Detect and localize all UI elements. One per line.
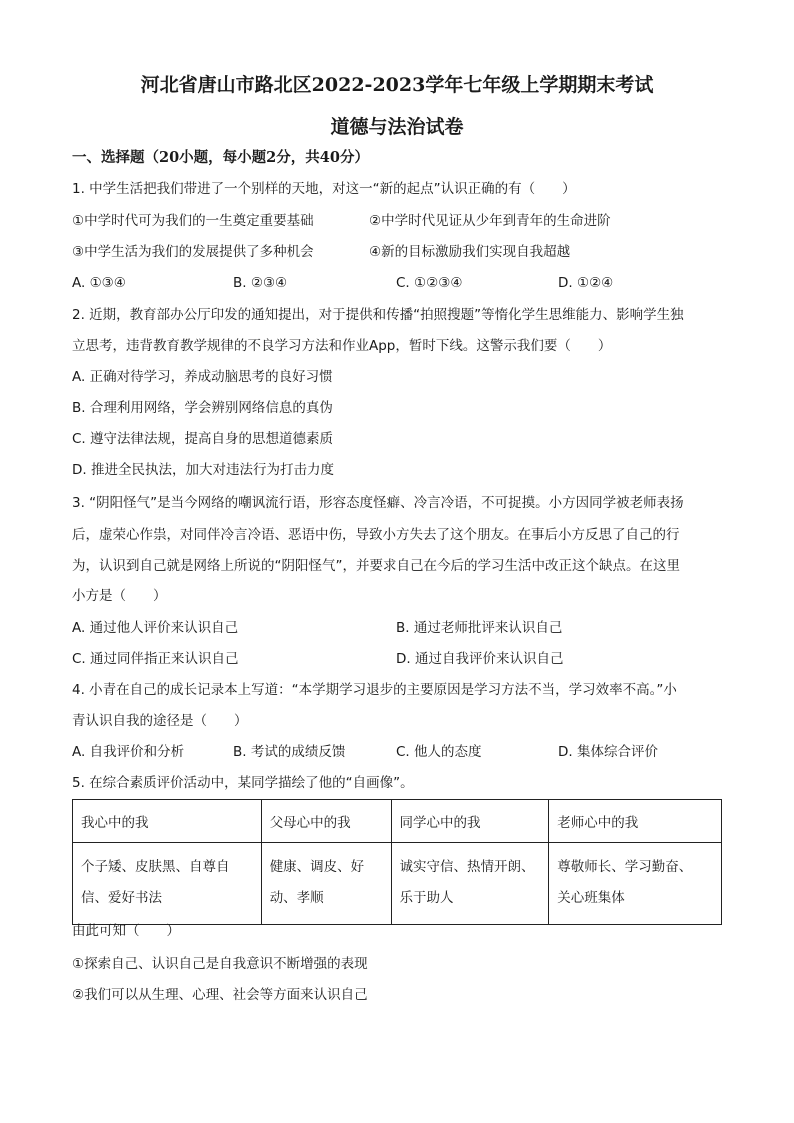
q1-option-a: A. ①③④	[72, 275, 126, 291]
question-4-stem: 4. 小青在自己的成长记录本上写道：“本学期学习退步的主要原因是学习方法不当，学习效率不高。”小	[72, 682, 677, 698]
q3-option-b: B. 通过老师批评来认识自己	[396, 620, 563, 636]
section-heading: 一、选择题（20小题，每小题2分，共40分）	[72, 149, 369, 166]
q1-option-b: B. ②③④	[233, 275, 288, 291]
q1-item: ③中学生活为我们的发展提供了多种机会	[72, 244, 314, 260]
q2-option-b: B. 合理利用网络，学会辨别网络信息的真伪	[72, 400, 333, 416]
table-cell: 健康、调皮、好 动、孝顺	[261, 843, 391, 925]
question-4-stem: 青认识自我的途径是（ ）	[72, 713, 248, 729]
q5-follow-up: 由此可知（ ）	[72, 923, 180, 939]
q1-item: ①中学时代可为我们的一生奠定重要基础	[72, 213, 314, 229]
q5-item: ①探索自己、认识自己是自我意识不断增强的表现	[72, 956, 368, 972]
q1-option-d: D. ①②④	[558, 275, 614, 291]
table-cell: 个子矮、皮肤黑、自尊自 信、爱好书法	[73, 843, 262, 925]
question-3-stem: 为，认识到自己就是网络上所说的“阴阳怪气”，并要求自己在今后的学习生活中改正这个缺点。在这里	[72, 558, 680, 574]
q4-option-b: B. 考试的成绩反馈	[233, 744, 346, 760]
q4-option-a: A. 自我评价和分析	[72, 744, 185, 760]
q2-option-d: D. 推进全民执法，加大对违法行为打击力度	[72, 462, 334, 478]
q3-option-a: A. 通过他人评价来认识自己	[72, 620, 239, 636]
question-1-stem: 1. 中学生活把我们带进了一个别样的天地，对这一“新的起点”认识正确的有（ ）	[72, 181, 576, 197]
q4-option-d: D. 集体综合评价	[558, 744, 658, 760]
self-portrait-table	[72, 799, 722, 925]
question-3-stem: 小方是（ ）	[72, 588, 167, 604]
q3-option-d: D. 通过自我评价来认识自己	[396, 651, 564, 667]
q2-option-a: A. 正确对待学习，养成动脑思考的良好习惯	[72, 369, 333, 385]
q1-item: ②中学时代见证从少年到青年的生命进阶	[369, 213, 611, 229]
table-cell: 诚实守信、热情开朗、 乐于助人	[391, 843, 549, 925]
question-3-stem: 3. “阴阳怪气”是当今网络的嘲讽流行语，形容态度怪癖、冷言冷语，不可捉摸。小方因同学被老师表扬	[72, 495, 684, 511]
table-cell: 尊敬师长、学习勤奋、 关心班集体	[549, 843, 722, 925]
table-header-cell: 我心中的我	[73, 800, 262, 843]
question-2-stem: 立思考，违背教育教学规律的不良学习方法和作业App，暂时下线。这警示我们要（ ）	[72, 338, 612, 354]
exam-title: 河北省唐山市路北区2022-2023学年七年级上学期期末考试	[140, 74, 654, 96]
table-header-cell: 老师心中的我	[549, 800, 722, 843]
table-header-cell: 父母心中的我	[261, 800, 391, 843]
q3-option-c: C. 通过同伴指正来认识自己	[72, 651, 239, 667]
q2-option-c: C. 遵守法律法规，提高自身的思想道德素质	[72, 431, 334, 447]
table-row	[73, 843, 722, 925]
question-3-stem: 后，虚荣心作祟，对同伴冷言冷语、恶语中伤，导致小方失去了这个朋友。在事后小方反思了自己的行	[72, 527, 680, 543]
table-header-cell: 同学心中的我	[391, 800, 549, 843]
question-5-stem: 5. 在综合素质评价活动中，某同学描绘了他的“自画像”。	[72, 775, 414, 791]
q1-item: ④新的目标激励我们实现自我超越	[369, 244, 571, 260]
q5-item: ②我们可以从生理、心理、社会等方面来认识自己	[72, 987, 368, 1003]
q4-option-c: C. 他人的态度	[396, 744, 482, 760]
subject-title: 道德与法治试卷	[330, 116, 464, 138]
question-2-stem: 2. 近期，教育部办公厅印发的通知提出，对于提供和传播“拍照搜题”等惰化学生思维能力、影响学生独	[72, 307, 684, 323]
table-header-row	[73, 800, 722, 843]
q1-option-c: C. ①②③④	[396, 275, 463, 291]
